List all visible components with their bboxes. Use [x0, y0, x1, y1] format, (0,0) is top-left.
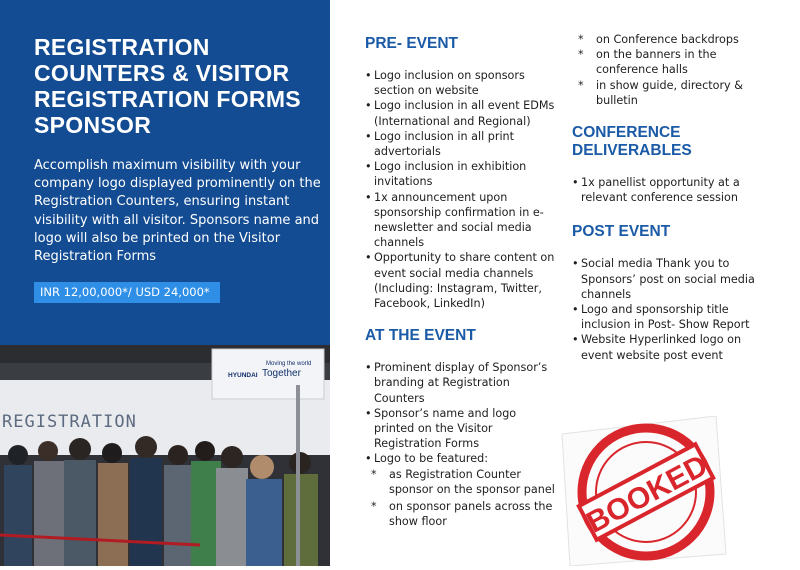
- registration-sign: REGISTRATION: [2, 412, 137, 432]
- list-item: • Sponsor’s name and logo printed on the Visitor Registration Forms: [365, 406, 555, 452]
- sub-list-item: * as Registration Counter sponsor on the sponsor panel: [371, 467, 555, 496]
- at-event-list: [365, 360, 555, 529]
- sponsor-description: Accomplish maximum visibility with your company logo displayed prominently on the Registration Counters, ensuring instant visibility with all visitor. Sponsors name and logo will also be printed on the Visitor Registration Forms: [34, 158, 321, 265]
- sub-list-item: * on Conference backdrops: [578, 33, 739, 46]
- banner-brand: HYUNDAI: [228, 372, 258, 379]
- list-item: • Logo and sponsorship title inclusion in Post- Show Report: [572, 302, 767, 332]
- star-marker: *: [371, 500, 377, 514]
- list-item: • Logo inclusion in all event EDMs (International and Regional): [365, 98, 555, 128]
- sponsor-title: REGISTRATION COUNTERS & VISITOR REGISTRATION FORMS SPONSOR: [34, 34, 301, 138]
- list-item: • Website Hyperlinked logo on event website post event: [572, 332, 767, 362]
- post-event-list: [572, 256, 767, 362]
- banner-line2: Together: [262, 368, 301, 379]
- list-item: • Logo inclusion in exhibition invitations: [365, 159, 555, 189]
- sub-list-item: * on sponsor panels across the show floor: [371, 500, 553, 529]
- list-item: • Prominent display of Sponsor’s branding at Registration Counters: [365, 360, 555, 406]
- list-item: • Opportunity to share content on event social media channels (Including: Instagram, Twitter, Facebook, LinkedIn): [365, 250, 555, 311]
- pre-event-list: [365, 68, 555, 311]
- booked-stamp: [558, 416, 728, 566]
- post-event-heading: POST EVENT: [572, 223, 671, 241]
- pre-event-heading: PRE- EVENT: [365, 35, 459, 52]
- pre-event-column: [365, 35, 555, 529]
- banner-line1: Moving the world: [266, 361, 312, 367]
- star-marker: *: [371, 467, 377, 481]
- sponsor-info-panel: [0, 0, 330, 345]
- list-item: • Social media Thank you to Sponsors’ post on social media channels: [572, 256, 767, 302]
- star-marker: *: [578, 48, 584, 62]
- conference-heading: CONFERENCE DELIVERABLES: [572, 124, 692, 160]
- list-item: • Logo inclusion on sponsors section on website: [365, 68, 555, 98]
- star-marker: *: [578, 33, 584, 46]
- registration-counter-photo: [0, 345, 330, 566]
- star-marker: *: [578, 78, 584, 92]
- sub-list-item: * in show guide, directory & bulletin: [578, 78, 743, 107]
- deliverables-column: [572, 32, 767, 363]
- list-item: • Logo to be featured:: [365, 451, 555, 466]
- list-item: • 1x panellist opportunity at a relevant conference session: [572, 175, 767, 205]
- star-list: [572, 32, 767, 108]
- booked-stamp-text: BOOKED: [581, 448, 714, 540]
- at-event-heading: AT THE EVENT: [365, 327, 476, 345]
- list-item: • Logo inclusion in all print advertorials: [365, 129, 555, 159]
- sub-list-item: * on the banners in the conference halls: [578, 48, 717, 77]
- price-badge: INR 12,00,000*/ USD 24,000*: [34, 282, 220, 303]
- conference-list: [572, 175, 767, 205]
- list-item: • 1x announcement upon sponsorship confirmation in e-newsletter and social media channels: [365, 190, 555, 251]
